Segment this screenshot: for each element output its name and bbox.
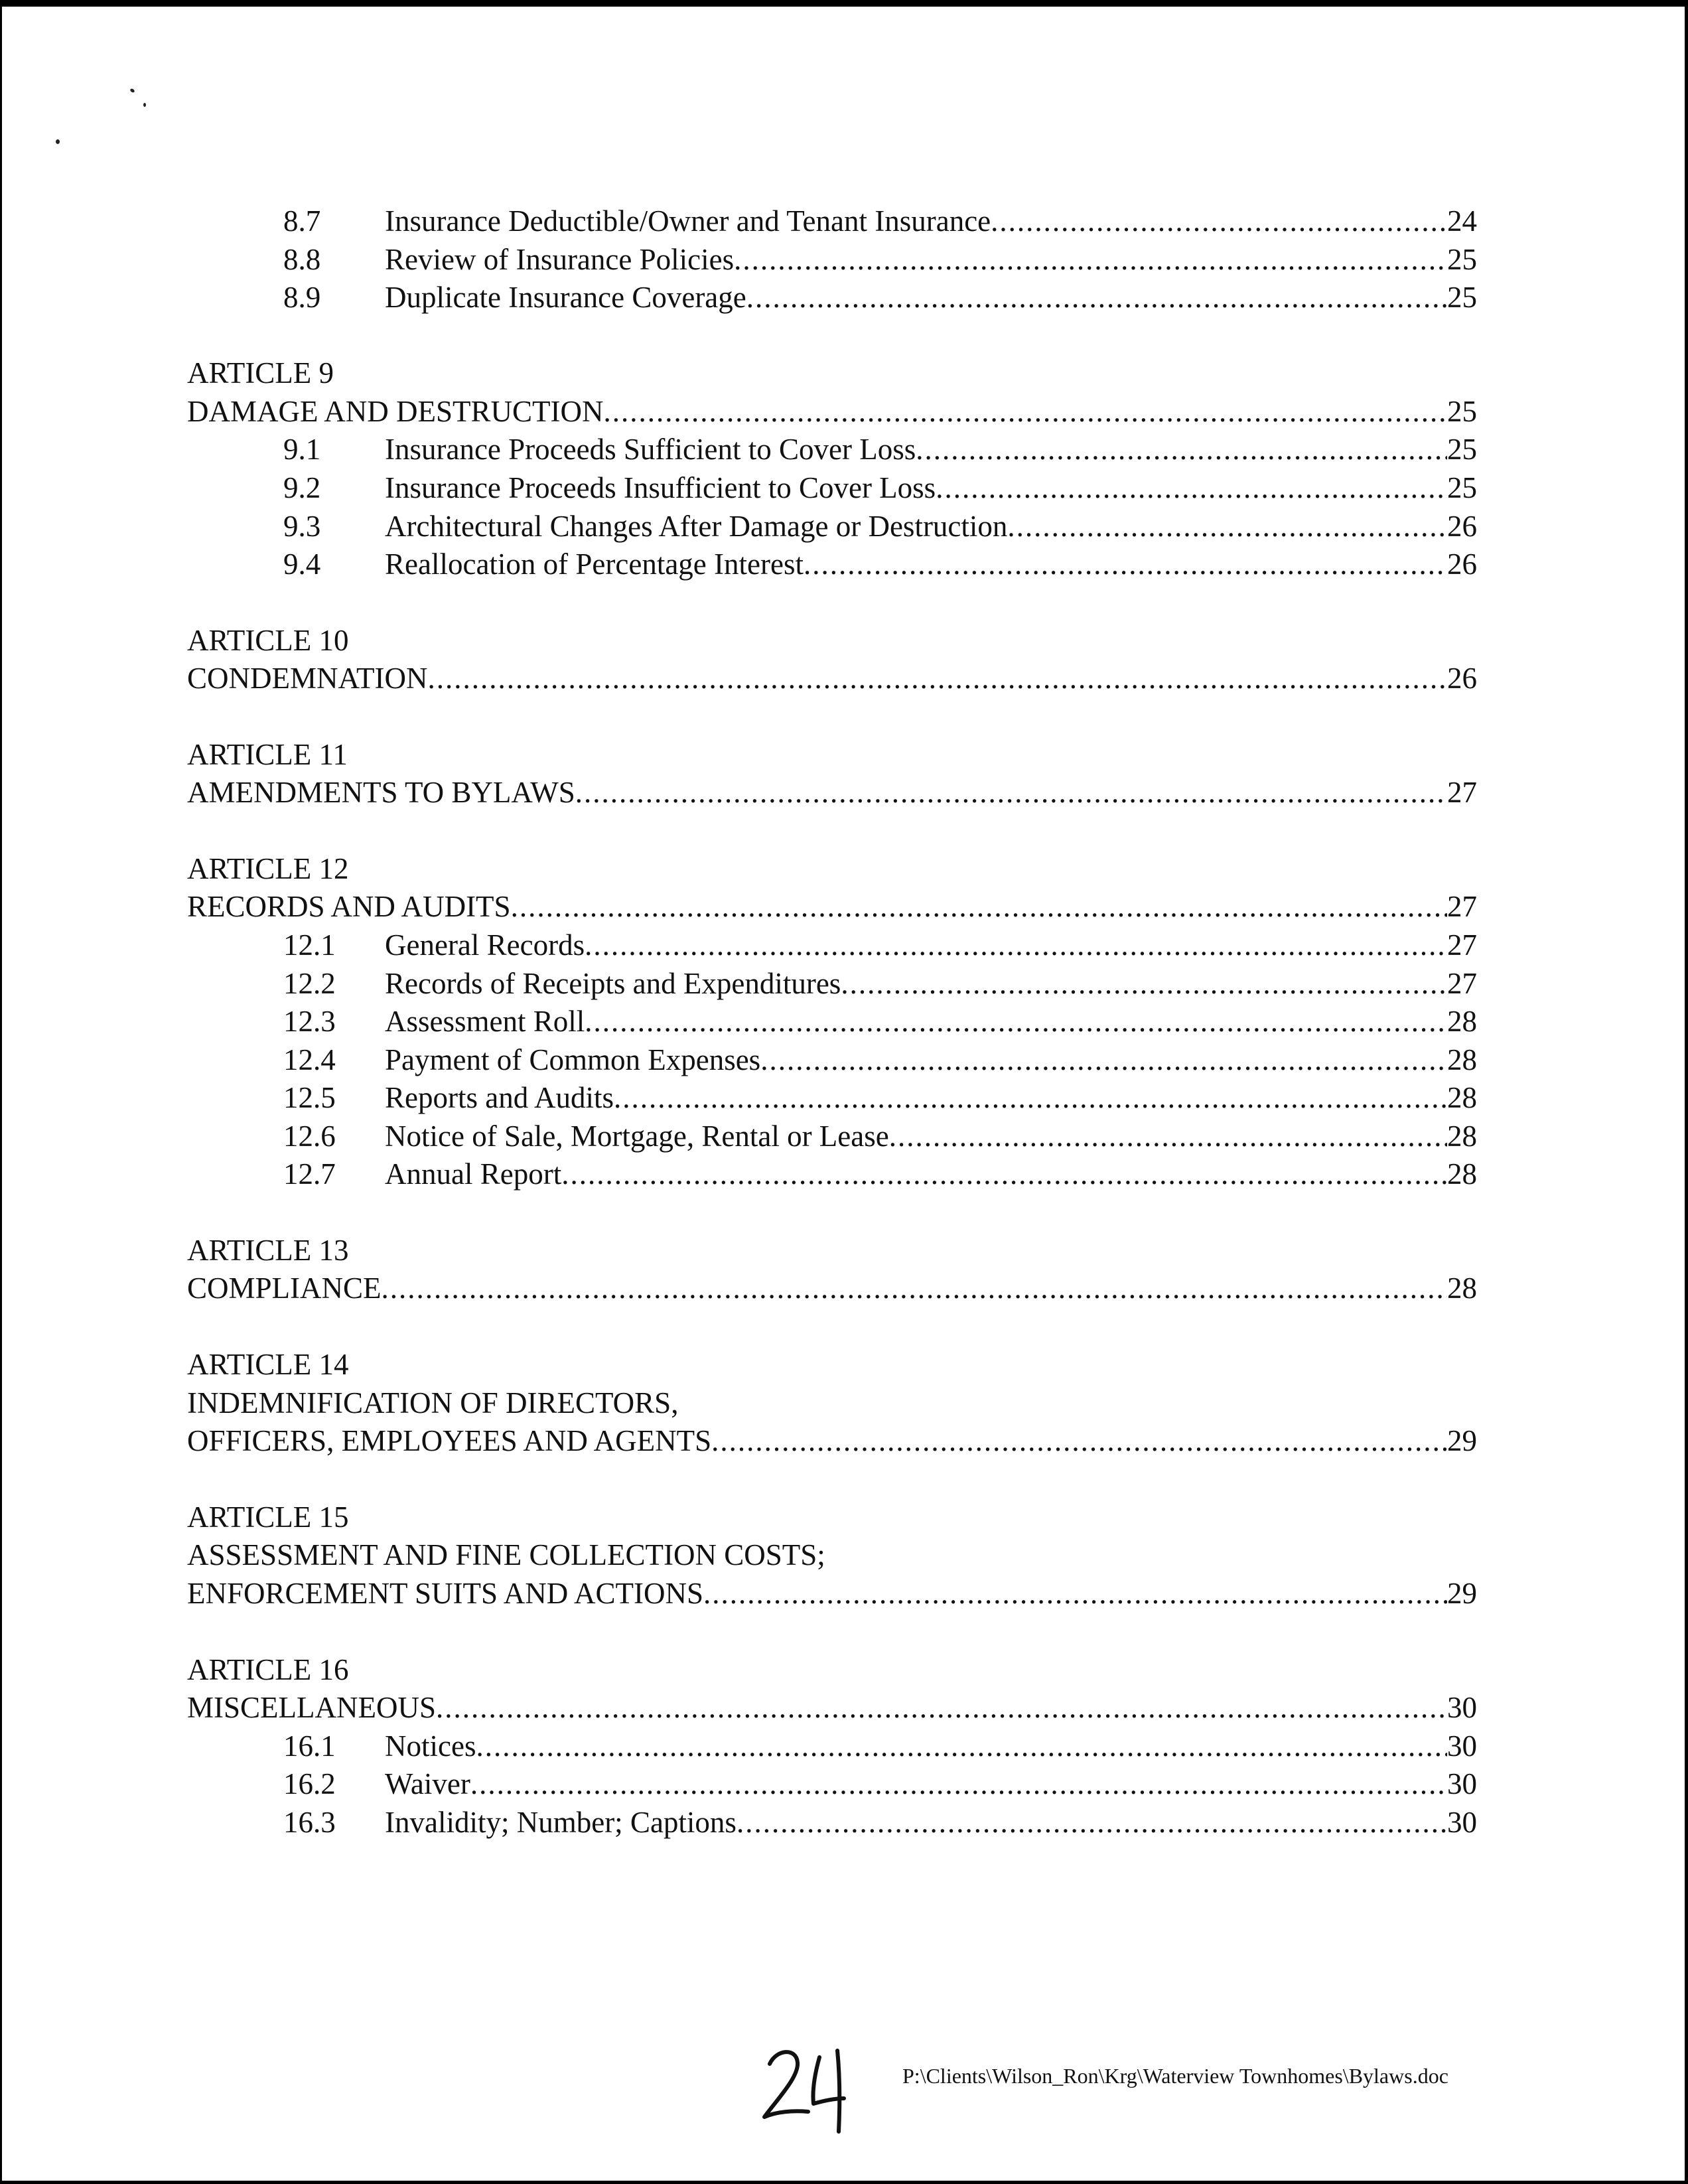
- toc-article-heading: [187, 849, 1477, 888]
- page-number: 27: [1447, 890, 1477, 923]
- section-number: 16.2: [283, 1767, 336, 1800]
- toc-article-entry: [187, 1688, 1477, 1727]
- page-number: 30: [1447, 1729, 1477, 1763]
- toc-section-entry: [187, 1727, 1477, 1765]
- section-number: 8.7: [283, 204, 321, 238]
- page-number: 27: [1447, 776, 1477, 809]
- dot-leader: [737, 1803, 1447, 1842]
- dot-leader: [604, 392, 1448, 431]
- page-number: 28: [1447, 1081, 1477, 1114]
- entry-title: ASSESSMENT AND FINE COLLECTION COSTS;: [187, 1538, 825, 1571]
- entry-title: Records of Receipts and Expenditures: [385, 967, 841, 1000]
- page-number: 27: [1447, 967, 1477, 1000]
- dot-leader: [889, 1117, 1447, 1155]
- page-number: 24: [1447, 204, 1477, 238]
- page-number: 25: [1447, 395, 1477, 428]
- entry-title: CONDEMNATION: [187, 662, 428, 695]
- section-number: 12.5: [283, 1081, 336, 1114]
- toc-article-heading: [187, 735, 1477, 774]
- toc-article-heading: [187, 1231, 1477, 1270]
- entry-title: MISCELLANEOUS: [187, 1691, 437, 1724]
- dot-leader: [991, 202, 1447, 240]
- entry-title: Insurance Proceeds Sufficient to Cover Loss: [385, 433, 916, 466]
- scan-speck: [143, 103, 146, 107]
- toc-section-entry: [187, 545, 1477, 583]
- section-number: 16.1: [283, 1729, 336, 1763]
- page-number: 25: [1447, 471, 1477, 504]
- toc-article-heading: [187, 1536, 1477, 1574]
- section-number: 8.9: [283, 281, 321, 314]
- toc-article-heading: [187, 1345, 1477, 1384]
- toc-section-entry: [187, 1117, 1477, 1155]
- dot-leader: [711, 1421, 1447, 1460]
- entry-title: Annual Report: [385, 1157, 562, 1191]
- toc-section-entry: [187, 1765, 1477, 1803]
- page-number: 26: [1447, 510, 1477, 543]
- page-number: 28: [1447, 1272, 1477, 1305]
- toc-article-entry: [187, 659, 1477, 697]
- section-number: 9.1: [283, 433, 321, 466]
- entry-title: ARTICLE 13: [187, 1234, 349, 1267]
- entry-title: Assessment Roll: [385, 1005, 585, 1038]
- entry-title: OFFICERS, EMPLOYEES AND AGENTS: [187, 1424, 712, 1457]
- page-number: 25: [1447, 243, 1477, 276]
- page-number: 28: [1447, 1043, 1477, 1076]
- toc-section-entry: [187, 964, 1477, 1003]
- section-number: 12.3: [283, 1005, 336, 1038]
- section-number: 12.6: [283, 1120, 336, 1153]
- entry-title: ARTICLE 12: [187, 852, 349, 885]
- page-number: 30: [1447, 1767, 1477, 1800]
- toc-article-entry: [187, 773, 1477, 812]
- entry-title: Notices: [385, 1729, 476, 1763]
- entry-title: General Records: [385, 928, 585, 962]
- page-number: 29: [1447, 1424, 1477, 1457]
- toc-section-entry: [187, 507, 1477, 546]
- entry-title: Waiver: [385, 1767, 470, 1800]
- section-number: 16.3: [283, 1806, 336, 1839]
- section-number: 12.2: [283, 967, 336, 1000]
- entry-title: DAMAGE AND DESTRUCTION: [187, 395, 604, 428]
- entry-title: Notice of Sale, Mortgage, Rental or Lease: [385, 1120, 889, 1153]
- dot-leader: [841, 964, 1447, 1003]
- toc-section-entry: [187, 430, 1477, 469]
- entry-title: Invalidity; Number; Captions: [385, 1806, 737, 1839]
- entry-title: COMPLIANCE: [187, 1272, 382, 1305]
- page-number: 28: [1447, 1005, 1477, 1038]
- toc-article-entry: [187, 1269, 1477, 1307]
- toc-section-entry: [187, 1803, 1477, 1842]
- section-number: 9.3: [283, 510, 321, 543]
- entry-title: ARTICLE 15: [187, 1500, 349, 1534]
- section-number: 12.7: [283, 1157, 336, 1191]
- scan-speck: [56, 139, 60, 144]
- entry-title: Insurance Deductible/Owner and Tenant Insurance: [385, 204, 991, 238]
- dot-leader: [575, 773, 1447, 812]
- scan-speck: [129, 88, 135, 93]
- entry-title: Review of Insurance Policies: [385, 243, 735, 276]
- toc-section-entry: [187, 1155, 1477, 1193]
- toc-article-heading: [187, 1498, 1477, 1536]
- page-number: 26: [1447, 662, 1477, 695]
- dot-leader: [760, 1041, 1447, 1079]
- dot-leader: [1007, 507, 1447, 546]
- section-number: 12.1: [283, 928, 336, 962]
- dot-leader: [936, 469, 1447, 507]
- dot-leader: [585, 926, 1447, 964]
- dot-leader: [470, 1765, 1447, 1803]
- toc-article-heading: [187, 354, 1477, 392]
- dot-leader: [476, 1727, 1447, 1765]
- dot-leader: [511, 887, 1447, 926]
- entry-title: Duplicate Insurance Coverage: [385, 281, 746, 314]
- entry-title: Reallocation of Percentage Interest: [385, 547, 804, 581]
- toc-section-entry: [187, 1041, 1477, 1079]
- entry-title: ARTICLE 14: [187, 1348, 349, 1381]
- dot-leader: [916, 430, 1447, 469]
- page-number: 29: [1447, 1577, 1477, 1610]
- toc-section-entry: [187, 240, 1477, 279]
- toc-article-heading: [187, 1384, 1477, 1422]
- section-number: 8.8: [283, 243, 321, 276]
- page-number: 27: [1447, 928, 1477, 962]
- toc-section-entry: [187, 469, 1477, 507]
- page-number: 25: [1447, 281, 1477, 314]
- entry-title: ARTICLE 10: [187, 624, 349, 657]
- entry-title: Architectural Changes After Damage or Destruction: [385, 510, 1008, 543]
- section-number: 12.4: [283, 1043, 336, 1076]
- page-number: 26: [1447, 547, 1477, 581]
- toc-section-entry: [187, 1078, 1477, 1117]
- section-number: 9.4: [283, 547, 321, 581]
- entry-title: ENFORCEMENT SUITS AND ACTIONS: [187, 1577, 704, 1610]
- toc-article-entry: [187, 1421, 1477, 1460]
- dot-leader: [734, 240, 1447, 279]
- dot-leader: [614, 1078, 1447, 1117]
- entry-title: Reports and Audits: [385, 1081, 614, 1114]
- entry-title: AMENDMENTS TO BYLAWS: [187, 776, 575, 809]
- toc-article-entry: [187, 392, 1477, 431]
- entry-title: RECORDS AND AUDITS: [187, 890, 511, 923]
- dot-leader: [561, 1155, 1447, 1193]
- page-number: 25: [1447, 433, 1477, 466]
- dot-leader: [746, 278, 1447, 317]
- toc-section-entry: [187, 278, 1477, 317]
- dot-leader: [427, 659, 1447, 697]
- toc-article-entry: [187, 1574, 1477, 1613]
- page-number: 30: [1447, 1806, 1477, 1839]
- page-number: 28: [1447, 1157, 1477, 1191]
- entry-title: ARTICLE 16: [187, 1653, 349, 1686]
- dot-leader: [436, 1688, 1447, 1727]
- toc-article-entry: [187, 887, 1477, 926]
- entry-title: INDEMNIFICATION OF DIRECTORS,: [187, 1386, 679, 1420]
- toc-section-entry: [187, 1002, 1477, 1041]
- section-number: 9.2: [283, 471, 321, 504]
- dot-leader: [585, 1002, 1447, 1041]
- dot-leader: [804, 545, 1447, 583]
- toc-article-heading: [187, 1650, 1477, 1689]
- entry-title: Insurance Proceeds Insufficient to Cover Loss: [385, 471, 936, 504]
- entry-title: ARTICLE 9: [187, 356, 334, 390]
- page-number: 30: [1447, 1691, 1477, 1724]
- handwritten-page-number: [756, 2037, 856, 2137]
- page-number: 28: [1447, 1120, 1477, 1153]
- entry-title: ARTICLE 11: [187, 738, 348, 771]
- dot-leader: [703, 1574, 1447, 1613]
- toc-section-entry: [187, 202, 1477, 240]
- toc-article-heading: [187, 621, 1477, 660]
- toc-section-entry: [187, 926, 1477, 964]
- dot-leader: [382, 1269, 1447, 1307]
- entry-title: Payment of Common Expenses: [385, 1043, 761, 1076]
- file-path: P:\Clients\Wilson_Ron\Krg\Waterview Townhomes\Bylaws.doc: [902, 2064, 1448, 2088]
